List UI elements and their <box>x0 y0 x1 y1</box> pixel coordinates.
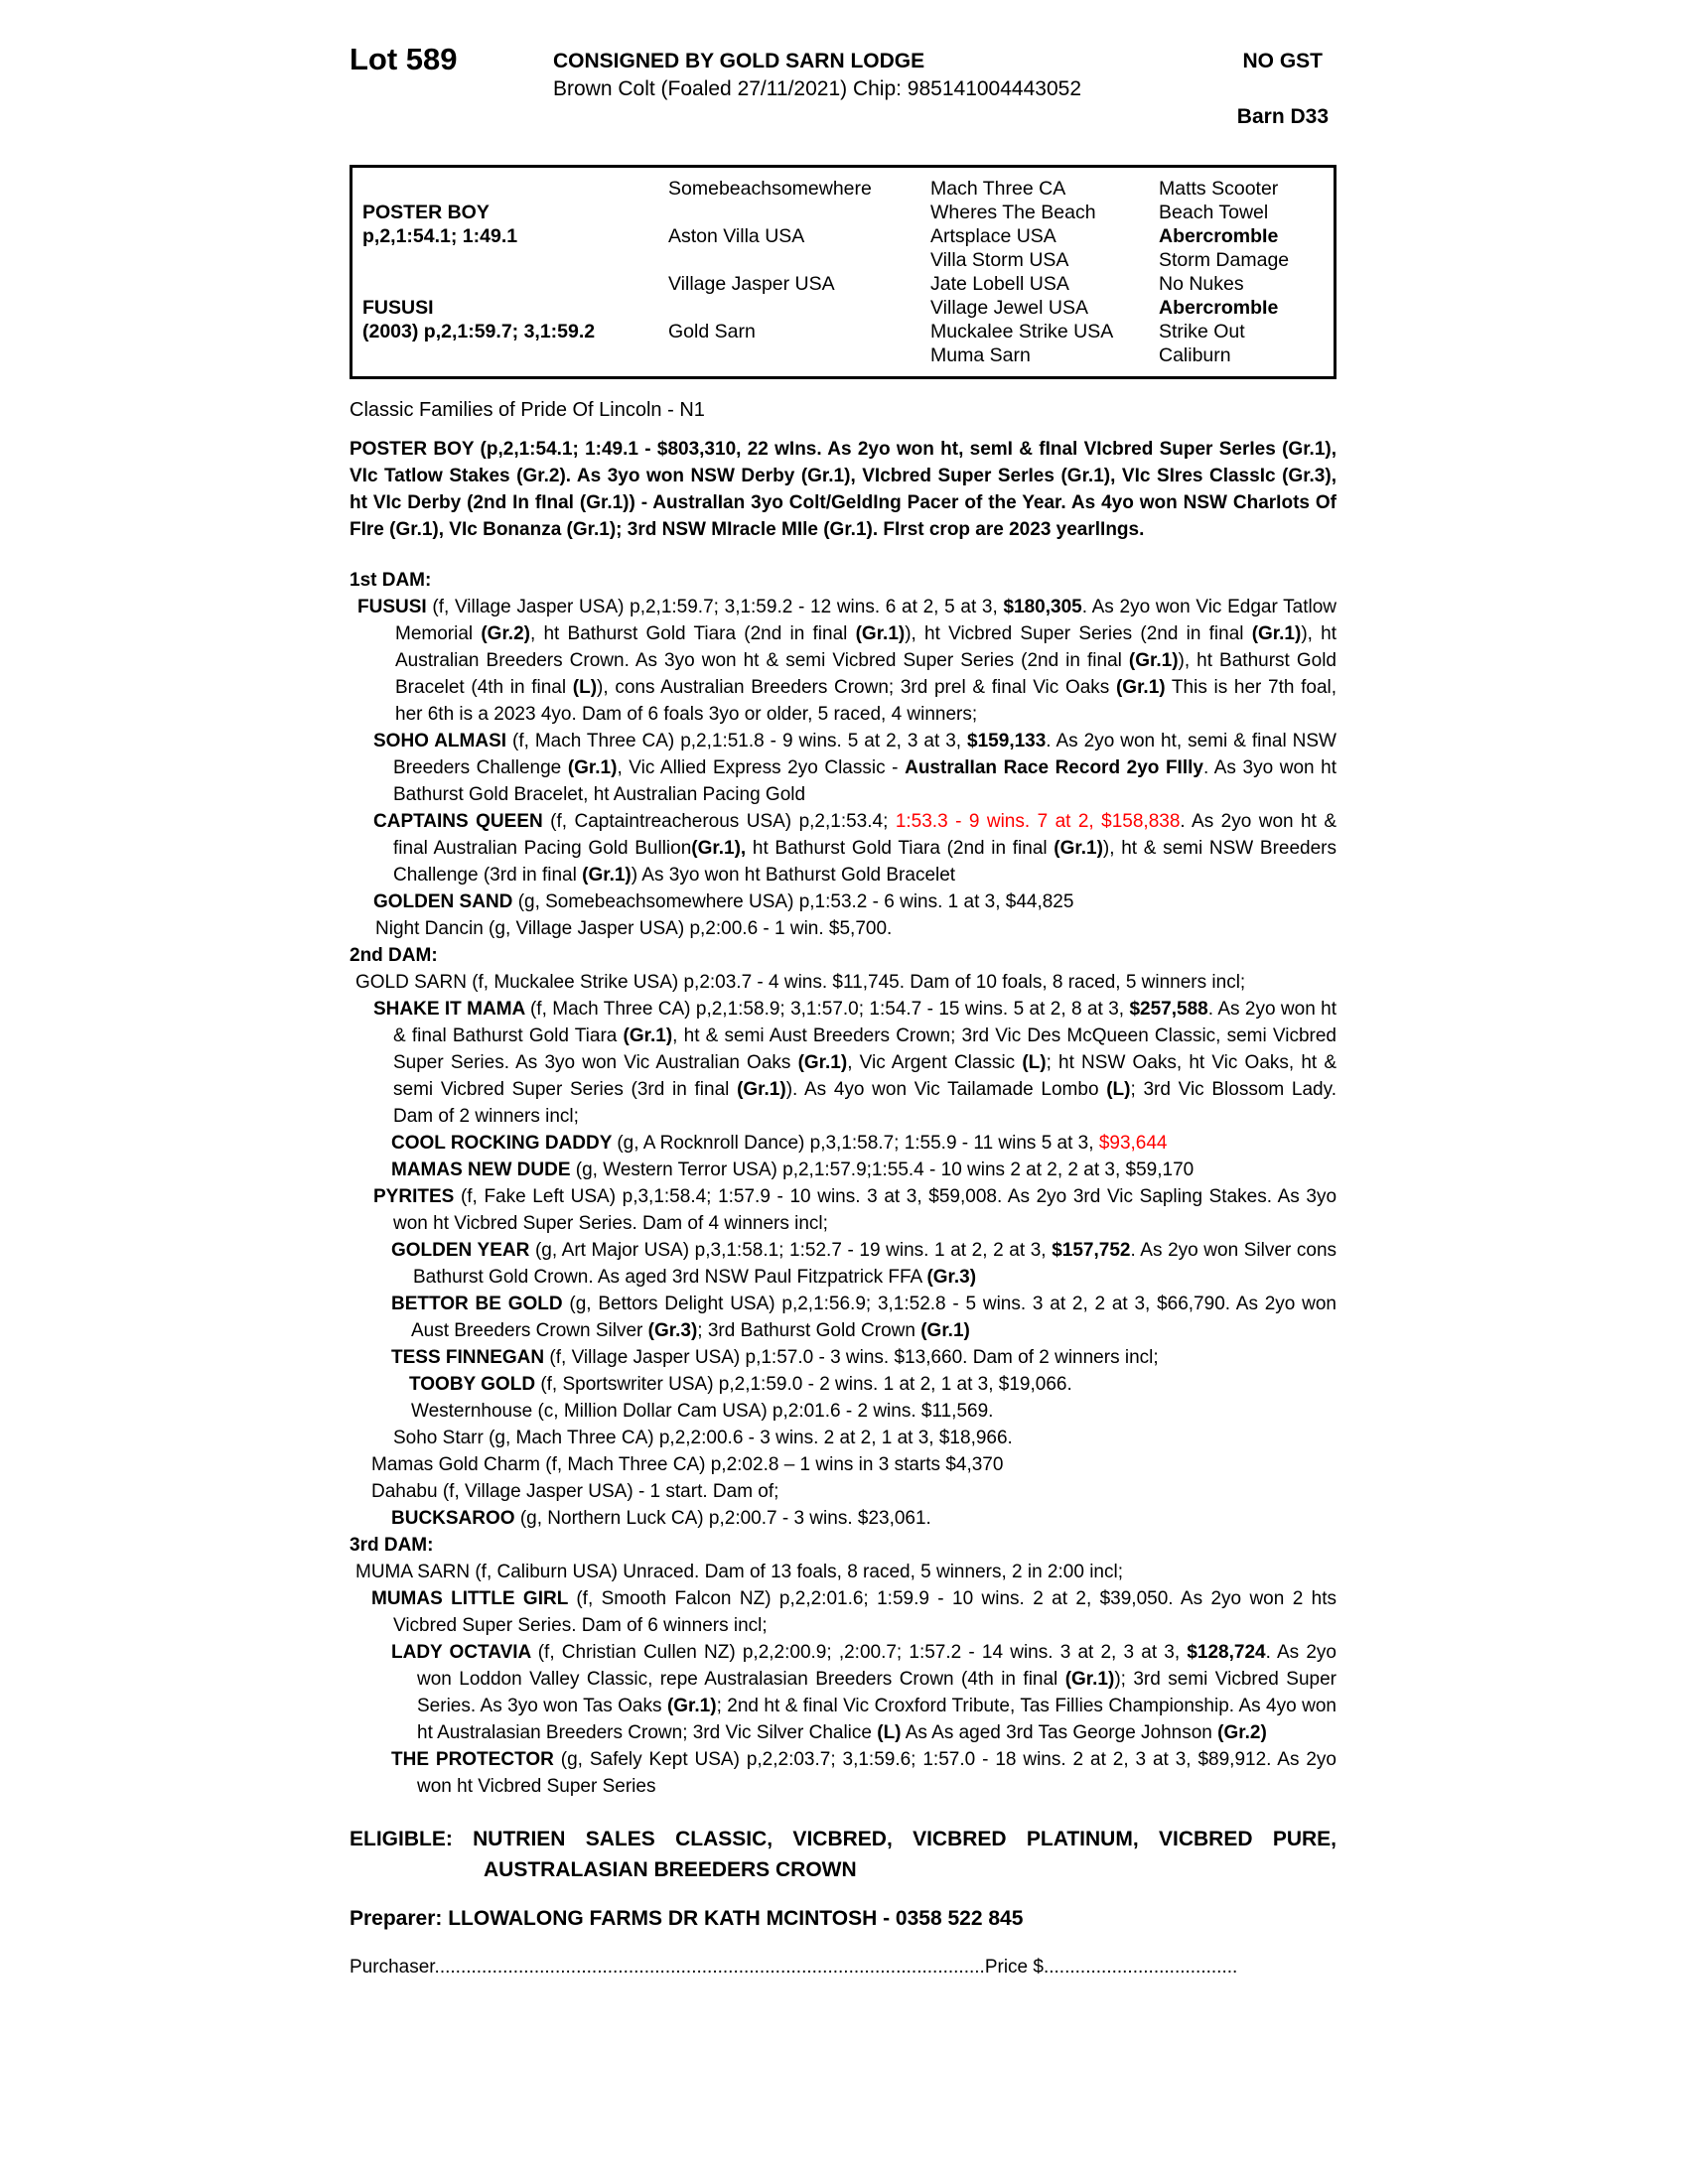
pedigree-cell <box>658 248 920 272</box>
entry-text-segment: (Gr.1) <box>567 757 618 778</box>
entry-text-segment: ), ht Vicbred Super Series (2nd in final <box>905 623 1252 644</box>
entry-text-segment: (L) <box>1106 1079 1131 1100</box>
pedigree-cell: POSTER BOY <box>362 202 490 223</box>
entry-text-segment: $128,724 <box>1187 1642 1266 1663</box>
pedigree-cell: Beach Towel <box>1159 202 1269 223</box>
pedigree-cell: Storm Damage <box>1159 249 1290 271</box>
pedigree-entry <box>350 808 1336 888</box>
eligibility-line: ELIGIBLE: NUTRIEN SALES CLASSIC, VICBRED, VICBRED PLATINUM, VICBRED PURE, AUSTRALASIAN BREEDERS CROWN <box>350 1828 1336 1881</box>
entry-text-segment: (g, Western Terror USA) p,2,1:57.9;1:55.4 - 10 wins 2 at 2, 2 at 3, $59,170 <box>575 1160 1195 1180</box>
entry-text-segment: GOLD SARN (f, Muckalee Strike USA) p,2:03.7 - 4 wins. $11,745. Dam of 10 foals, 8 raced, 5 winners incl; <box>355 972 1246 993</box>
entry-text-segment: (Gr.1) <box>1064 1669 1115 1690</box>
pedigree-entry <box>350 1130 1336 1157</box>
price-dotted-leader: ..................................... <box>1043 1957 1238 1978</box>
pedigree-entry <box>350 1639 1336 1746</box>
entry-text-segment: Night Dancin (g, Village Jasper USA) p,2:00.6 - 1 win. $5,700. <box>375 918 893 939</box>
entry-text-segment: SHAKE IT MAMA <box>373 999 530 1020</box>
pedigree-cell: Caliburn <box>1159 344 1231 366</box>
entry-text-segment: (f, Mach Three CA) p,2,1:51.8 - 9 wins. 5 at 2, 3 at 3, <box>512 731 968 751</box>
entry-text-segment: . As 2yo won Vic Edgar Tatlow Memorial <box>395 597 1337 644</box>
pedigree-entry <box>350 996 1336 1130</box>
entry-text-segment: (g, Safely Kept USA) p,2,2:03.7; 3,1:59.6; 1:57.0 - 18 wins. 2 at 2, 3 at 3, $89,912. As 2yo won ht Vicbred Super Series <box>417 1749 1337 1797</box>
dam-section-heading: 1st DAM: <box>350 570 432 591</box>
entry-text-segment: , Vic Argent Classic <box>847 1052 1023 1073</box>
dam-section-heading: 2nd DAM: <box>350 945 438 966</box>
pedigree-cell <box>352 343 658 367</box>
page-content <box>350 34 1336 1979</box>
pedigree-cell <box>658 296 920 320</box>
pedigree-entry <box>350 1478 1336 1505</box>
pedigree-entry <box>350 1291 1336 1344</box>
pedigree-cell: Aston Villa USA <box>668 225 805 247</box>
pedigree-cell: AbercrombIe <box>1159 225 1279 247</box>
pedigree-entry <box>350 1237 1336 1291</box>
purchaser-line <box>350 1957 1336 1979</box>
pedigree-cell: Gold Sarn <box>668 321 756 342</box>
pedigree-cell <box>352 177 658 201</box>
entry-text-segment: As As aged 3rd Tas George Johnson <box>901 1722 1218 1743</box>
pedigree-cell: p,2,1:54.1; 1:49.1 <box>362 225 518 247</box>
entry-text-segment: ht Bathurst Gold Tiara (2nd in final <box>746 838 1055 859</box>
pedigree-entry <box>350 1371 1336 1398</box>
entry-text-segment: Soho Starr (g, Mach Three CA) p,2,2:00.6 - 3 wins. 2 at 2, 1 at 3, $18,966. <box>393 1428 1013 1448</box>
entry-text-segment: (f, Smooth Falcon NZ) p,2,2:01.6; 1:59.9 - 10 wins. 2 at 2, $39,050. As 2yo won 2 hts Vicbred Super Series. Dam of 6 winners incl; <box>393 1588 1336 1636</box>
sire-race-record: POSTER BOY (p,2,1:54.1; 1:49.1 - $803,310, 22 wIns. As 2yo won ht, semI & fInal VIcbred Super SerIes (Gr.1), VIc Tatlow Stakes (Gr.2). As 3yo won NSW Derby (Gr.1), VIcbred Super SerIes (Gr.1), VIc SIres ClassIc (Gr.3), ht VIc Derby (2nd In fInal (Gr.1)) - AustralIan 3yo Colt/GeldIng Pacer of the Year. As 4yo won NSW CharIots Of FIre (Gr.1), VIc Bonanza (Gr.1); 3rd NSW MIracle MIle (Gr.1). FIrst crop are 2023 yearlIngs. <box>350 439 1336 540</box>
entry-text-segment: (Gr.1) <box>666 1696 717 1716</box>
pedigree-cell: Mach Three CA <box>930 178 1066 200</box>
entry-text-segment: ), ht Bathurst Gold Bracelet (4th in final <box>395 650 1336 698</box>
entry-text-segment: (g, Bettors Delight USA) p,2,1:56.9; 3,1:52.8 - 5 wins. 3 at 2, 2 at 3, $66,790. As 2yo won Aust Breeders Crown Silver <box>411 1294 1336 1341</box>
pedigree-entry <box>350 1344 1336 1371</box>
preparer-line: Preparer: LLOWALONG FARMS DR KATH MCINTOSH - 0358 522 845 <box>350 1907 1024 1930</box>
pedigree-cell: Somebeachsomewhere <box>668 178 872 200</box>
entry-text-segment: . As 2yo won Silver cons Bathurst Gold Crown. As aged 3rd NSW Paul Fitzpatrick FFA <box>413 1240 1337 1288</box>
entry-text-segment: This is her 7th foal, her 6th is a 2023 4yo. Dam of 6 foals 3yo or older, 5 raced, 4 winners; <box>395 677 1337 725</box>
consignor-line: CONSIGNED BY GOLD SARN LODGE <box>553 50 925 72</box>
entry-text-segment: ; 2nd ht & final Vic Croxford Tribute, Tas Fillies Championship. As 4yo won ht Australasian Breeders Crown; 3rd Vic Silver Chalice <box>417 1696 1336 1743</box>
entry-text-segment: ), cons Australian Breeders Crown; 3rd prel & final Vic Oaks <box>597 677 1116 698</box>
gst-status: NO GST <box>1242 50 1323 72</box>
pedigree-cell <box>658 201 920 224</box>
dam-section-heading: 3rd DAM: <box>350 1535 434 1556</box>
entry-text-segment: (Gr.1) <box>1128 650 1179 671</box>
entry-text-segment: (Gr.1), <box>691 838 747 859</box>
entry-text-segment: (Gr.3) <box>647 1320 698 1341</box>
entry-text-segment: (Gr.1) <box>737 1079 786 1100</box>
purchaser-dotted-leader: ......................................................................................................... <box>434 1957 985 1978</box>
entry-text-segment: MUMAS LITTLE GIRL <box>371 1588 577 1609</box>
entry-text-segment: $157,752 <box>1052 1240 1131 1261</box>
entry-text-segment: 1:53.3 - 9 wins. 7 at 2, $158,838 <box>895 811 1181 832</box>
entry-text-segment: TOOBY GOLD <box>409 1374 541 1395</box>
entry-text-segment: $257,588 <box>1129 999 1208 1020</box>
purchaser-label: Purchaser <box>350 1957 435 1978</box>
lot-number: Lot 589 <box>350 42 458 76</box>
pedigree-entry <box>350 1398 1336 1425</box>
pedigree-cell: Villa Storm USA <box>930 249 1069 271</box>
entry-text-segment: ), ht & semi NSW Breeders Challenge (3rd in final <box>393 838 1336 886</box>
entry-text-segment: FUSUSI <box>357 597 433 617</box>
entry-text-segment: GOLDEN SAND <box>373 891 518 912</box>
entry-text-segment: (Gr.2) <box>481 623 530 644</box>
pedigree-entry <box>350 1505 1336 1532</box>
pedigree-cell <box>352 248 658 272</box>
pedigree-entry <box>350 915 1336 942</box>
entry-text-segment: COOL ROCKING DADDY <box>391 1133 618 1154</box>
pedigree-entry <box>350 1746 1336 1800</box>
entry-text-segment: (g, Northern Luck CA) p,2:00.7 - 3 wins. $23,061. <box>519 1508 931 1529</box>
entry-text-segment: (Gr.1) <box>1115 677 1166 698</box>
entry-text-segment: (Gr.1) <box>582 865 632 886</box>
horse-description: Brown Colt (Foaled 27/11/2021) Chip: 985141004443052 <box>553 77 1081 100</box>
entry-text-segment: (L) <box>572 677 598 698</box>
entry-text-segment: ); 3rd semi Vicbred Super Series. As 3yo won Tas Oaks <box>417 1669 1336 1716</box>
entry-text-segment: (g, A Rocknroll Dance) p,3,1:58.7; 1:55.9 - 11 wins 5 at 3, <box>617 1133 1099 1154</box>
entry-text-segment: (Gr.1) <box>623 1025 673 1046</box>
entry-text-segment: (f, Fake Left USA) p,3,1:58.4; 1:57.9 - 10 wins. 3 at 3, $59,008. As 2yo 3rd Vic Sapling Stakes. As 3yo won ht Vicbred Super Series. Dam of 4 winners incl; <box>393 1186 1337 1234</box>
entry-text-segment: $180,305 <box>1003 597 1082 617</box>
entry-text-segment: TESS FINNEGAN <box>391 1347 550 1368</box>
pedigree-cell: Wheres The Beach <box>930 202 1096 223</box>
page-header <box>350 34 1336 165</box>
entry-text-segment: ; 3rd Bathurst Gold Crown <box>697 1320 921 1341</box>
entry-text-segment: . As 2yo won ht & final Bathurst Gold Tiara <box>393 999 1337 1046</box>
pedigree-cell: Strike Out <box>1159 321 1245 342</box>
entry-text-segment: (L) <box>877 1722 902 1743</box>
entry-text-segment: ). As 4yo won Vic Tailamade Lombo <box>785 1079 1107 1100</box>
pedigree-cell: FUSUSI <box>362 297 434 319</box>
entry-text-segment: (Gr.1) <box>797 1052 848 1073</box>
entry-text-segment: $93,644 <box>1098 1133 1168 1154</box>
pedigree-entry <box>350 1425 1336 1451</box>
pedigree-cell <box>658 343 920 367</box>
entry-text-segment: (f, Christian Cullen NZ) p,2,2:00.9; ,2:00.7; 1:57.2 - 14 wins. 3 at 2, 3 at 3, <box>537 1642 1188 1663</box>
entry-text-segment: LADY OCTAVIA <box>391 1642 538 1663</box>
pedigree-cell: (2003) p,2,1:59.7; 3,1:59.2 <box>362 321 596 342</box>
entry-text-segment: . As 3yo won ht Bathurst Gold Bracelet, ht Australian Pacing Gold <box>393 757 1337 805</box>
entry-text-segment: CAPTAINS QUEEN <box>373 811 551 832</box>
entry-text-segment: (f, Sportswriter USA) p,2,1:59.0 - 2 wins. 1 at 2, 1 at 3, $19,066. <box>540 1374 1072 1395</box>
entry-text-segment: , ht Bathurst Gold Tiara (2nd in final <box>529 623 856 644</box>
entry-text-segment: (Gr.1) <box>855 623 906 644</box>
entry-text-segment: AustralIan Race Record 2yo FIlly <box>905 757 1203 778</box>
entry-text-segment: ) As 3yo won ht Bathurst Gold Bracelet <box>631 865 956 886</box>
pedigree-entry <box>350 1183 1336 1237</box>
entry-text-segment: (f, Village Jasper USA) p,1:57.0 - 3 wins. $13,660. Dam of 2 winners incl; <box>549 1347 1159 1368</box>
entry-text-segment: THE PROTECTOR <box>391 1749 561 1770</box>
entry-text-segment: ; ht NSW Oaks, ht Vic Oaks, ht & semi Vicbred Super Series (3rd in final <box>393 1052 1337 1100</box>
entry-text-segment: BETTOR BE GOLD <box>391 1294 570 1314</box>
entry-text-segment: MAMAS NEW DUDE <box>391 1160 576 1180</box>
entry-text-segment: Dahabu (f, Village Jasper USA) - 1 start. Dam of; <box>371 1481 779 1502</box>
pedigree-cell: Muckalee Strike USA <box>930 321 1114 342</box>
entry-text-segment: , Vic Allied Express 2yo Classic - <box>617 757 906 778</box>
pedigree-entry <box>350 1157 1336 1183</box>
entry-text-segment: (g, Art Major USA) p,3,1:58.1; 1:52.7 - 19 wins. 1 at 2, 2 at 3, <box>534 1240 1053 1261</box>
pedigree-cell: Jate Lobell USA <box>930 273 1069 295</box>
entry-text-segment: Westernhouse (c, Million Dollar Cam USA) p,2:01.6 - 2 wins. $11,569. <box>411 1401 994 1422</box>
pedigree-entry <box>350 1585 1336 1639</box>
entry-text-segment: PYRITES <box>373 1186 461 1207</box>
pedigree-cell: Village Jasper USA <box>668 273 835 295</box>
entry-text-segment: Mamas Gold Charm (f, Mach Three CA) p,2:02.8 – 1 wins in 3 starts $4,370 <box>371 1454 1004 1475</box>
entry-text-segment: ; 3rd Vic Blossom Lady. Dam of 2 winners incl; <box>393 1079 1336 1127</box>
pedigree-entry <box>350 1451 1336 1478</box>
classic-families-line: Classic Families of Pride Of Lincoln - N1 <box>350 399 705 421</box>
entry-text-segment: . As 2yo won Loddon Valley Classic, repe Australasian Breeders Crown (4th in final <box>417 1642 1336 1690</box>
pedigree-cell: Muma Sarn <box>930 344 1031 366</box>
entry-text-segment: (Gr.1) <box>920 1320 970 1341</box>
entry-text-segment: GOLDEN YEAR <box>391 1240 535 1261</box>
dams <box>350 567 1336 1800</box>
pedigree-cell: Matts Scooter <box>1159 178 1279 200</box>
entry-text-segment: (Gr.1) <box>1054 838 1103 859</box>
entry-text-segment: BUCKSAROO <box>391 1508 520 1529</box>
pedigree-entry <box>350 1559 1336 1585</box>
pedigree-cell: Artsplace USA <box>930 225 1056 247</box>
entry-text-segment: ), ht Australian Breeders Crown. As 3yo won ht & semi Vicbred Super Series (2nd in final <box>395 623 1336 671</box>
pedigree-entry <box>350 594 1336 728</box>
price-label: Price $ <box>984 1957 1044 1978</box>
entry-text-segment: $159,133 <box>967 731 1047 751</box>
entry-text-segment: (f, Village Jasper USA) p,2,1:59.7; 3,1:59.2 - 12 wins. 6 at 2, 5 at 3, <box>432 597 1004 617</box>
entry-text-segment: . As 2yo won ht & final Australian Pacing Gold Bullion <box>393 811 1336 859</box>
entry-text-segment: , ht & semi Aust Breeders Crown; 3rd Vic Des McQueen Classic, semi Vicbred Super Series. As 3yo won Vic Australian Oaks <box>393 1025 1336 1073</box>
pedigree-entry <box>350 888 1336 915</box>
entry-text-segment: (Gr.1) <box>1251 623 1302 644</box>
pedigree-cell: AbercrombIe <box>1159 297 1279 319</box>
entry-text-segment: SOHO ALMASI <box>373 731 512 751</box>
entry-text-segment: (f, Mach Three CA) p,2,1:58.9; 3,1:57.0; 1:54.7 - 15 wins. 5 at 2, 8 at 3, <box>529 999 1130 1020</box>
entry-text-segment: . As 2yo won ht, semi & final NSW Breeders Challenge <box>393 731 1336 778</box>
entry-text-segment: (L) <box>1022 1052 1047 1073</box>
entry-text-segment: (Gr.2) <box>1217 1722 1267 1743</box>
entry-text-segment: (f, Captaintreacherous USA) p,2,1:53.4; <box>550 811 896 832</box>
pedigree-cell <box>352 272 658 296</box>
entry-text-segment: (Gr.3) <box>926 1267 977 1288</box>
pedigree-entry <box>350 969 1336 996</box>
pedigree-cell: No Nukes <box>1159 273 1244 295</box>
pedigree-entry <box>350 728 1336 808</box>
barn-number: Barn D33 <box>1236 105 1329 128</box>
entry-text-segment: (g, Somebeachsomewhere USA) p,1:53.2 - 6 wins. 1 at 3, $44,825 <box>517 891 1074 912</box>
pedigree-cell: Village Jewel USA <box>930 297 1088 319</box>
pedigree-table <box>350 165 1336 379</box>
entry-text-segment: MUMA SARN (f, Caliburn USA) Unraced. Dam of 13 foals, 8 raced, 5 winners, 2 in 2:00 incl; <box>355 1562 1123 1582</box>
